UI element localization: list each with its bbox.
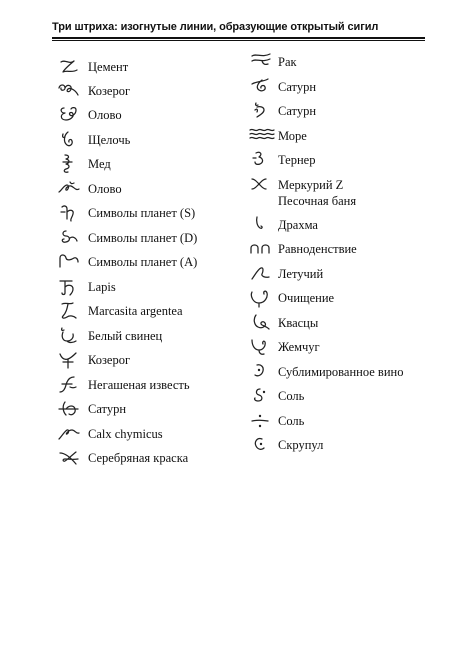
list-item (248, 54, 438, 74)
entry-label: Скрупул (278, 438, 324, 452)
entry-label: Очищение (278, 291, 335, 305)
entry-label: Море (278, 129, 307, 143)
sigil-u-loop-icon (248, 288, 274, 308)
entry-label: Marcasita argentea (88, 304, 183, 318)
sigil-saturn-cross-icon (56, 399, 82, 419)
list-item (56, 181, 246, 201)
sigil-h-curl-small-icon (248, 101, 274, 121)
sigil-i-curl-icon (56, 301, 82, 321)
list-item (56, 254, 246, 274)
list-item (56, 205, 246, 225)
sigil-cross-loop-icon (56, 448, 82, 468)
list-item (56, 352, 246, 372)
list-item (248, 152, 438, 172)
entry-label: Летучий (278, 267, 324, 281)
sigil-stacked-curls-icon (56, 154, 82, 174)
sigil-wave-loop-icon (56, 179, 82, 199)
entry-label: Щелочь (88, 133, 131, 147)
list-item (248, 217, 438, 237)
list-item (248, 388, 438, 408)
entry-label: Соль (278, 414, 305, 428)
entry-label: Козерог (88, 353, 131, 367)
entry-label: Calx chymicus (88, 427, 163, 441)
list-item (56, 132, 246, 152)
list-item (248, 79, 438, 99)
entry-label: Символы планет (A) (88, 255, 198, 269)
sigil-w-loop-icon (248, 337, 274, 357)
sigil-three-curl-icon (248, 150, 274, 170)
entry-label: Сатурн (278, 80, 317, 94)
list-item (56, 230, 246, 250)
list-item (56, 377, 246, 397)
sigil-n-loop-icon (56, 424, 82, 444)
sigil-z-loop-icon (56, 57, 82, 77)
list-item (248, 266, 438, 286)
entry-label: Олово (88, 182, 122, 196)
list-item (248, 315, 438, 335)
list-item (248, 364, 438, 384)
sigil-dotted-curl-icon (248, 362, 274, 382)
list-item (248, 437, 438, 457)
list-item (56, 328, 246, 348)
entry-label: Соль (278, 389, 305, 403)
sigil-double-arch-icon (248, 239, 274, 259)
entry-label: Сублимированное вино (278, 365, 404, 379)
list-item (248, 339, 438, 359)
list-item (248, 128, 438, 148)
title-rule-thick (52, 37, 425, 39)
list-item (56, 59, 246, 79)
entry-label: Тернер (278, 153, 316, 167)
sigil-triple-wave-icon (248, 126, 274, 146)
entry-label: Негашеная известь (88, 378, 190, 392)
page-title: Три штриха: изогнутые линии, образующие открытый сигил (52, 21, 379, 33)
list-item (56, 156, 246, 176)
sigil-b-loop-icon (248, 313, 274, 333)
list-item (56, 107, 246, 127)
title-rule-thin (52, 40, 425, 41)
entry-label: Lapis (88, 280, 116, 294)
entry-label: Олово (88, 108, 122, 122)
list-item (56, 303, 246, 323)
entry-label: Сатурн (88, 402, 127, 416)
entry-label: Мед (88, 157, 111, 171)
sigil-lambda-curl-icon (248, 264, 274, 284)
sigil-s-curl-icon (56, 228, 82, 248)
entry-label-line-2: Песочная баня (278, 194, 357, 208)
list-item (248, 103, 438, 123)
list-item (56, 83, 246, 103)
entry-label: Цемент (88, 60, 129, 74)
sigil-y-curl-icon (56, 350, 82, 370)
sigil-c-dot-icon (248, 435, 274, 455)
entry-label: Сатурн (278, 104, 317, 118)
entry-label: Серебряная краска (88, 451, 189, 465)
list-item (248, 413, 438, 433)
entry-label: Квасцы (278, 316, 319, 330)
sigil-drop-hook-icon (248, 215, 274, 235)
entry-label: Драхма (278, 218, 318, 232)
sigil-double-loop-icon (56, 81, 82, 101)
list-item (56, 450, 246, 470)
entry-label: Козерог (88, 84, 131, 98)
entry-label: Равноденствие (278, 242, 357, 256)
entry-label: Белый свинец (88, 329, 163, 343)
list-item (248, 241, 438, 261)
sigil-u-curl-icon (56, 326, 82, 346)
list-item (56, 279, 246, 299)
sigil-dotted-loop-icon (248, 386, 274, 406)
sigil-x-curl-icon (248, 175, 274, 195)
list-item (56, 401, 246, 421)
sigil-crossed-curl-icon (248, 77, 274, 97)
list-item (56, 426, 246, 446)
sigil-long-hook-icon (56, 252, 82, 272)
sigil-double-wave-icon (248, 52, 274, 72)
entry-label: Жемчуг (278, 340, 320, 354)
entry-label: Символы планет (D) (88, 231, 198, 245)
entry-label: Меркурий Z (278, 178, 344, 192)
sigil-dot-dash-icon (248, 411, 274, 431)
sigil-three-loop-icon (56, 105, 82, 125)
list-item (248, 290, 438, 310)
sigil-h-curl-icon (56, 203, 82, 223)
entry-label: Символы планет (S) (88, 206, 196, 220)
entry-label: Рак (278, 55, 297, 69)
list-item (248, 177, 438, 208)
sigil-f-curl-icon (56, 375, 82, 395)
sigil-h-hook-icon (56, 277, 82, 297)
sigil-hook-icon (56, 130, 82, 150)
